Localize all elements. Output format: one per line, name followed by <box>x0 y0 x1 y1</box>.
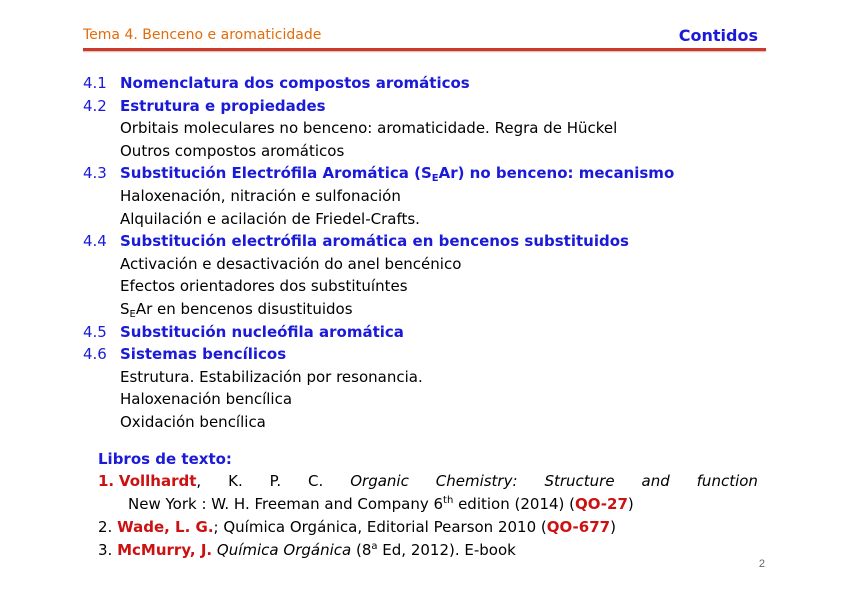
book-title: Química Orgánica <box>216 541 352 559</box>
edition-text: edition (2014) ( <box>453 495 575 513</box>
textbooks-section <box>98 448 758 562</box>
text-part: Ar en bencenos disustituidos <box>135 299 353 318</box>
book-number: 1. <box>98 472 115 490</box>
book-number: 3. <box>98 541 118 559</box>
toc-subitem: Haloxenación bencílica <box>120 390 293 409</box>
book-word: function <box>696 472 758 490</box>
toc-subitem: Activación e desactivación do anel bencénico <box>120 254 462 273</box>
book-text: ; Química Orgánica, Editorial Pearson 2010 ( <box>213 518 547 536</box>
toc-section-4-5 <box>83 321 674 344</box>
title-part: Ar) no benceno: mecanismo <box>438 164 675 183</box>
superscript: th <box>443 495 454 506</box>
book-word: Organic <box>350 472 409 490</box>
edition-text: (8 <box>351 541 372 559</box>
section-number: 4.2 <box>83 96 107 115</box>
book-word: and <box>641 472 670 490</box>
section-number: 4.6 <box>83 345 107 364</box>
toc-subitem: Haloxenación, nitración e sulfonación <box>120 186 401 205</box>
textbooks-heading: Libros de texto: <box>98 450 232 468</box>
section-number: 4.3 <box>83 164 107 183</box>
book-word: Chemistry: <box>435 472 518 490</box>
library-code: QO-27 <box>575 495 628 513</box>
section-title <box>120 164 675 185</box>
library-code: QO-677 <box>546 518 611 536</box>
toc-subitem: Estrutura. Estabilización por resonancia. <box>120 367 423 386</box>
toc-subitem: Efectos orientadores dos substituíntes <box>120 277 408 296</box>
section-title: Sistemas bencílicos <box>120 345 287 364</box>
table-of-contents <box>83 72 674 434</box>
section-title: Nomenclatura dos compostos aromáticos <box>120 74 470 92</box>
closing-paren: ) <box>610 518 616 536</box>
book-1-line-1 <box>98 470 758 493</box>
book-author: Wade, L. G. <box>117 518 214 536</box>
book-3 <box>98 539 758 562</box>
toc-section-4-3 <box>83 162 674 185</box>
toc-subitem: Alquilación e acilación de Friedel-Crafts. <box>120 209 420 228</box>
slide-topic: Tema 4. Benceno e aromaticidade <box>83 27 322 43</box>
toc-section-4-4 <box>83 230 674 253</box>
section-title: Estrutura e propiedades <box>120 96 326 115</box>
title-part: Substitución Electrófila Aromática (S <box>120 164 432 183</box>
book-word: P. <box>269 472 282 490</box>
toc-section-4-2 <box>83 95 674 118</box>
book-word: , <box>196 472 202 490</box>
book-number: 2. <box>98 518 118 536</box>
book-1-author-group <box>98 470 201 493</box>
superscript: a <box>371 541 378 552</box>
section-number: 4.1 <box>83 74 107 92</box>
book-1-line-2 <box>98 493 758 516</box>
toc-section-4-1 <box>83 72 674 95</box>
section-number: 4.4 <box>83 232 107 251</box>
slide-section-title: Contidos <box>678 26 758 45</box>
page-number: 2 <box>758 558 765 570</box>
book-author: McMurry, J. <box>117 541 213 559</box>
edition-text: Ed, 2012). E-book <box>377 541 516 559</box>
subscript: E <box>129 308 136 320</box>
book-author: Vollhardt <box>118 472 197 490</box>
toc-section-4-6 <box>83 343 674 366</box>
section-title: Substitución electrófila aromática en bencenos substituidos <box>120 232 629 251</box>
toc-subitem: Oxidación bencílica <box>120 412 266 431</box>
text-part: S <box>120 299 130 318</box>
book-2 <box>98 516 758 539</box>
subscript: E <box>431 173 439 185</box>
book-word: Structure <box>544 472 615 490</box>
toc-subitem: Orbitais moleculares no benceno: aromaticidade. Regra de Hückel <box>120 119 618 138</box>
closing-paren: ) <box>627 495 634 513</box>
toc-subitem <box>83 298 674 321</box>
book-word: C. <box>308 472 324 490</box>
book-word: K. <box>228 472 243 490</box>
toc-subitem: Outros compostos aromáticos <box>120 141 345 160</box>
section-number: 4.5 <box>83 322 107 341</box>
publisher-text: New York : W. H. Freeman and Company 6 <box>128 495 444 513</box>
section-title: Substitución nucleófila aromática <box>120 322 404 341</box>
header-divider <box>83 48 766 51</box>
